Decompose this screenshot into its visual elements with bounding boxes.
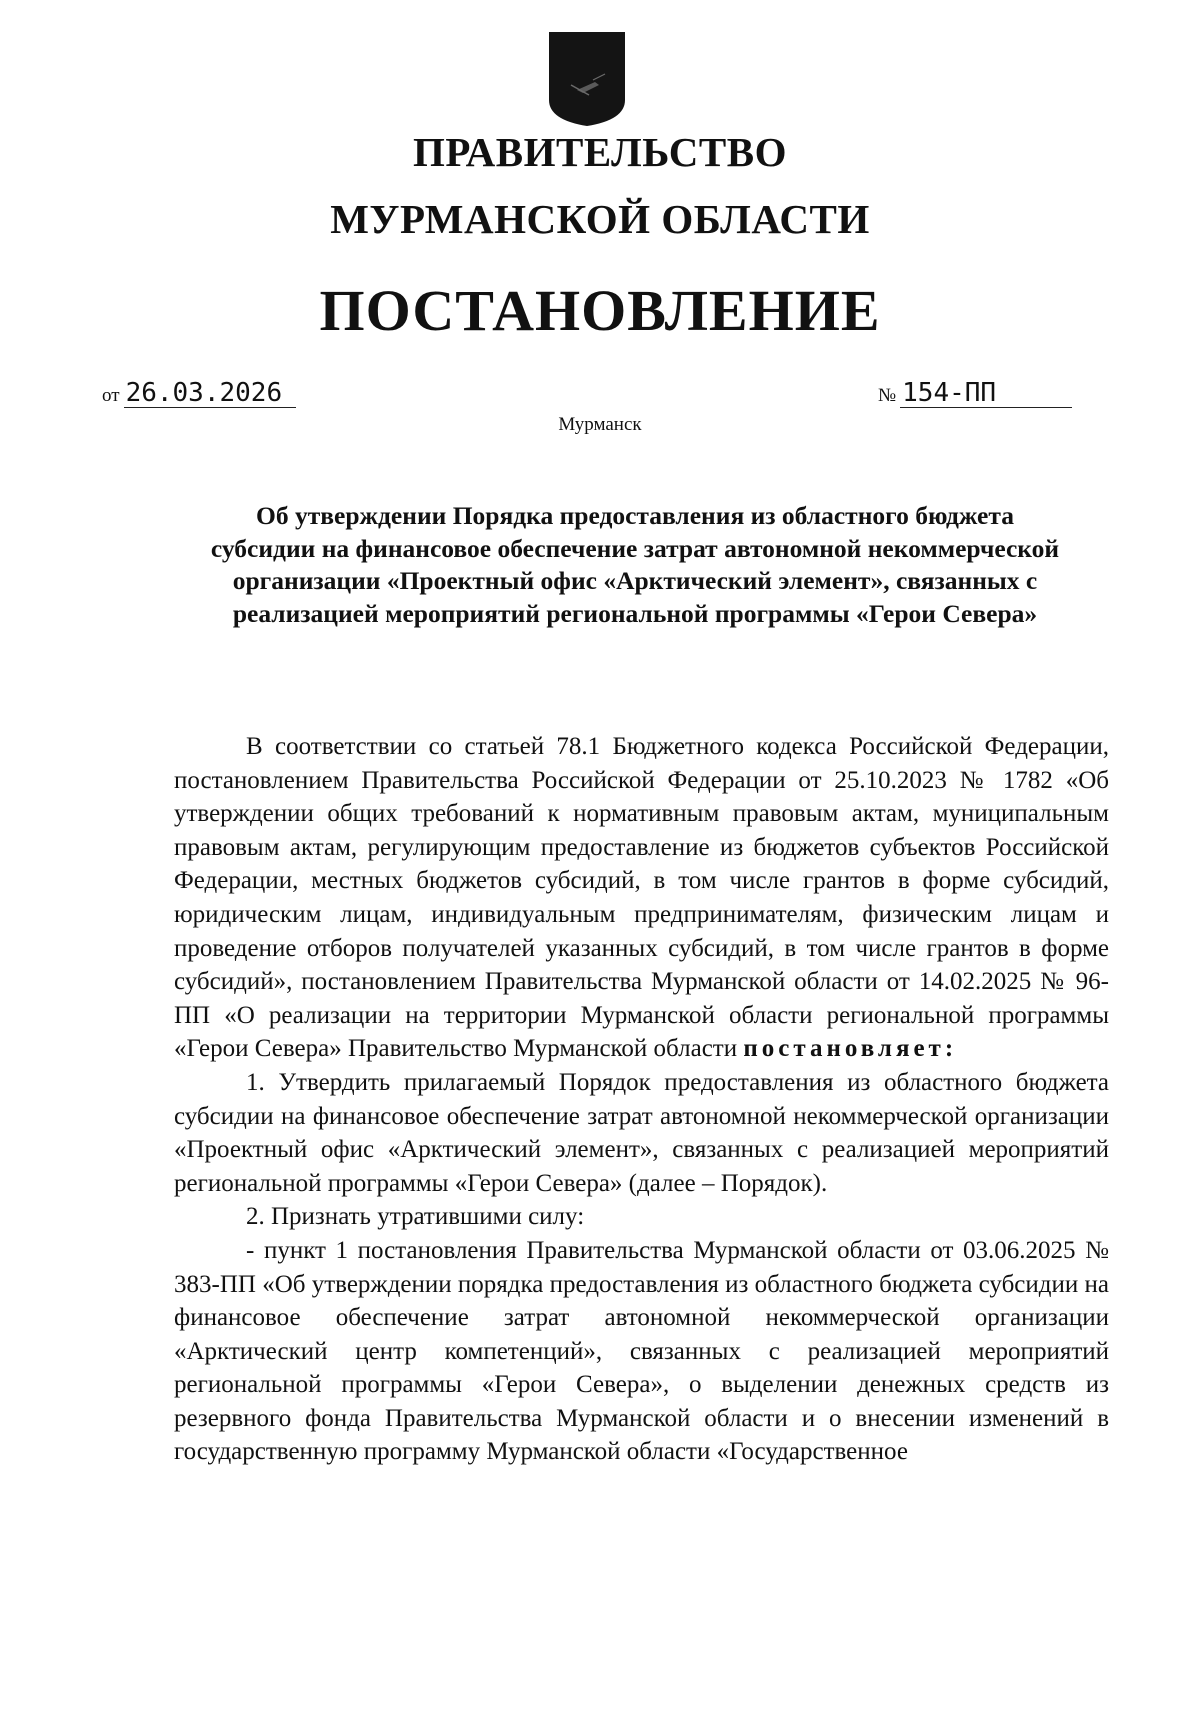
resolves-word: постановляет: — [743, 1035, 958, 1063]
document-body — [174, 730, 1109, 1469]
item-1: 1. Утвердить прилагаемый Порядок предоставления из областного бюджета субсидии на финансовое обеспечение затрат автономной некоммерческой организации «Проектный офис «Арктический элемент», связанных с реализацией мероприятий региональной программы «Герои Севера» (далее – Порядок). — [174, 1068, 1109, 1197]
preamble-paragraph — [174, 730, 1109, 1066]
coat-of-arms-icon — [547, 30, 627, 128]
number-value: 154-ПП — [900, 380, 1072, 408]
date-value: 26.03.2026 — [124, 380, 296, 408]
document-date — [102, 380, 296, 408]
document-number — [878, 380, 1072, 408]
org-name-line-2: МУРМАНСКОЙ ОБЛАСТИ — [330, 196, 870, 242]
number-prefix: № — [878, 385, 897, 406]
org-name-line-1: ПРАВИТЕЛЬСТВО — [412, 129, 788, 175]
item-2: 2. Признать утратившими силу: — [246, 1203, 585, 1231]
document-type: ПОСТАНОВЛЕНИЕ — [319, 278, 881, 343]
document-title: Об утверждении Порядка предоставления из областного бюджета субсидии на финансовое обеспечение затрат автономной некоммерческой организации «Проектный офис «Арктический элемент», связанных с реализацией мероприятий региональной программы «Герои Севера» — [210, 501, 1060, 628]
item-2-sub-1: - пункт 1 постановления Правительства Мурманской области от 03.06.2025 № 383-ПП «Об утверждении порядка предоставления из областного бюджета субсидии на финансовое обеспечение затрат автономной некоммерческой организации «Арктический центр компетенций», связанных с реализацией мероприятий региональной программы «Герои Севера», о выделении денежных средств из резервного фонда Правительства Мурманской области и о внесении изменений в государственную программу Мурманской области «Государственное — [174, 1236, 1109, 1466]
preamble-text: В соответствии со статьей 78.1 Бюджетного кодекса Российской Федерации, постановлением Правительства Российской Федерации от 25.10.2023 № 1782 «Об утверждении общих требований к нормативным правовым актам, муниципальным правовым актам, регулирующим предоставление из бюджетов субъектов Российской Федерации, местных бюджетов субсидий, в том числе грантов в форме субсидий, юридическим лицам, индивидуальным предпринимателям, физическим лицам и проведение отборов получателей указанных субсидий, в том числе грантов в форме субсидий», постановлением Правительства Мурманской области от 14.02.2025 № 96-ПП «О реализации на территории Мурманской области региональной программы «Герои Севера» Правительство Мурманской области — [174, 733, 1109, 1063]
city: Мурманск — [558, 414, 642, 435]
date-prefix: от — [102, 385, 120, 406]
